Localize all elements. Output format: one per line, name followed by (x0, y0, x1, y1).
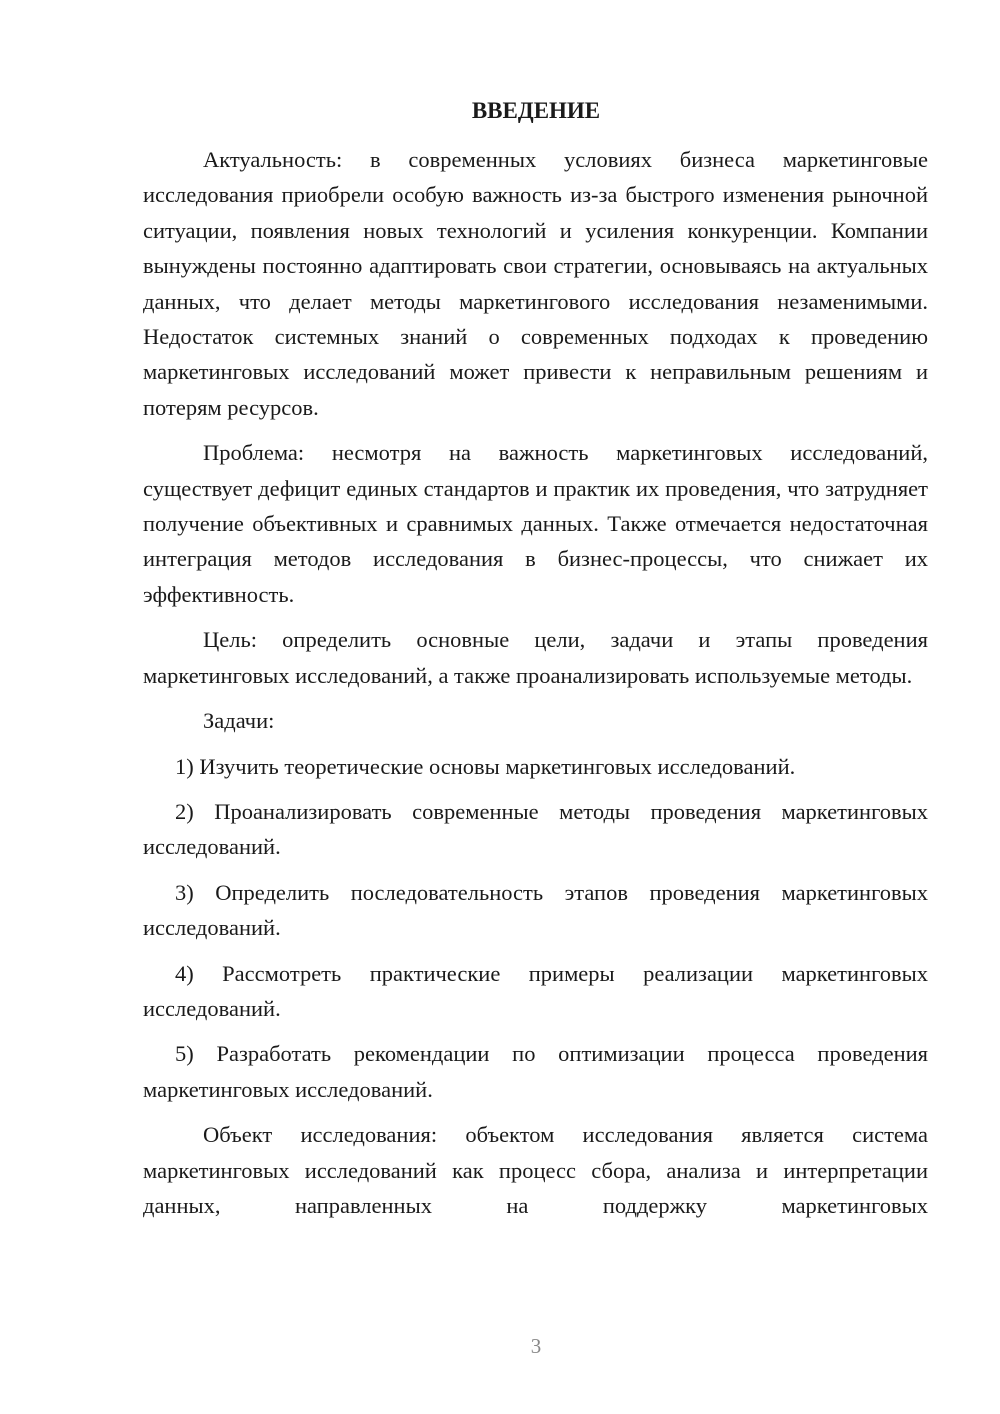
paragraph-goal: Цель: определить основные цели, задачи и этапы проведения маркетинговых исследований, а также проанализировать используемые методы. (143, 627, 928, 688)
page-number: 3 (530, 1334, 542, 1358)
task-item: 3) Определить последовательность этапов проведения маркетинговых исследований. (143, 879, 928, 941)
task-item: 4) Рассмотреть практические примеры реализации маркетинговых исследований. (143, 960, 928, 1021)
paragraph-object: Объект исследования: объектом исследования является система маркетинговых исследований как процесс сбора, анализа и интерпретации данных, направленных на поддержку маркетинговых (143, 1122, 928, 1218)
paragraph-problem: Проблема: несмотря на важность маркетинговых исследований, существует дефицит единых стандартов и практик их проведения, что затрудняет получение объективных и сравнимых данных. Также отмечается недостаточная интеграция методов исследования в бизнес-процессы, что снижает их эффективность. (143, 440, 928, 607)
tasks-label: Задачи: (203, 708, 275, 734)
task-item: 1) Изучить теоретические основы маркетинговых исследований. (175, 753, 796, 779)
document-body (143, 142, 928, 1233)
page-title: ВВЕДЕНИЕ (471, 98, 601, 123)
task-item: 2) Проанализировать современные методы проведения маркетинговых исследований. (143, 798, 928, 860)
paragraph-relevance: Актуальность: в современных условиях бизнеса маркетинговые исследования приобрели особую важность из-за быстрого изменения рыночной ситуации, появления новых технологий и усиления конкуренции. Компании вынуждены постоянно адаптировать свои стратегии, основываясь на актуальных данных, что делает методы маркетингового исследования незаменимыми. Недостаток системных знаний о современных подходах к проведению маркетинговых исследований может привести к неправильным решениям и потерям ресурсов. (143, 147, 928, 420)
task-item: 5) Разработать рекомендации по оптимизации процесса проведения маркетинговых исследований. (143, 1041, 928, 1102)
